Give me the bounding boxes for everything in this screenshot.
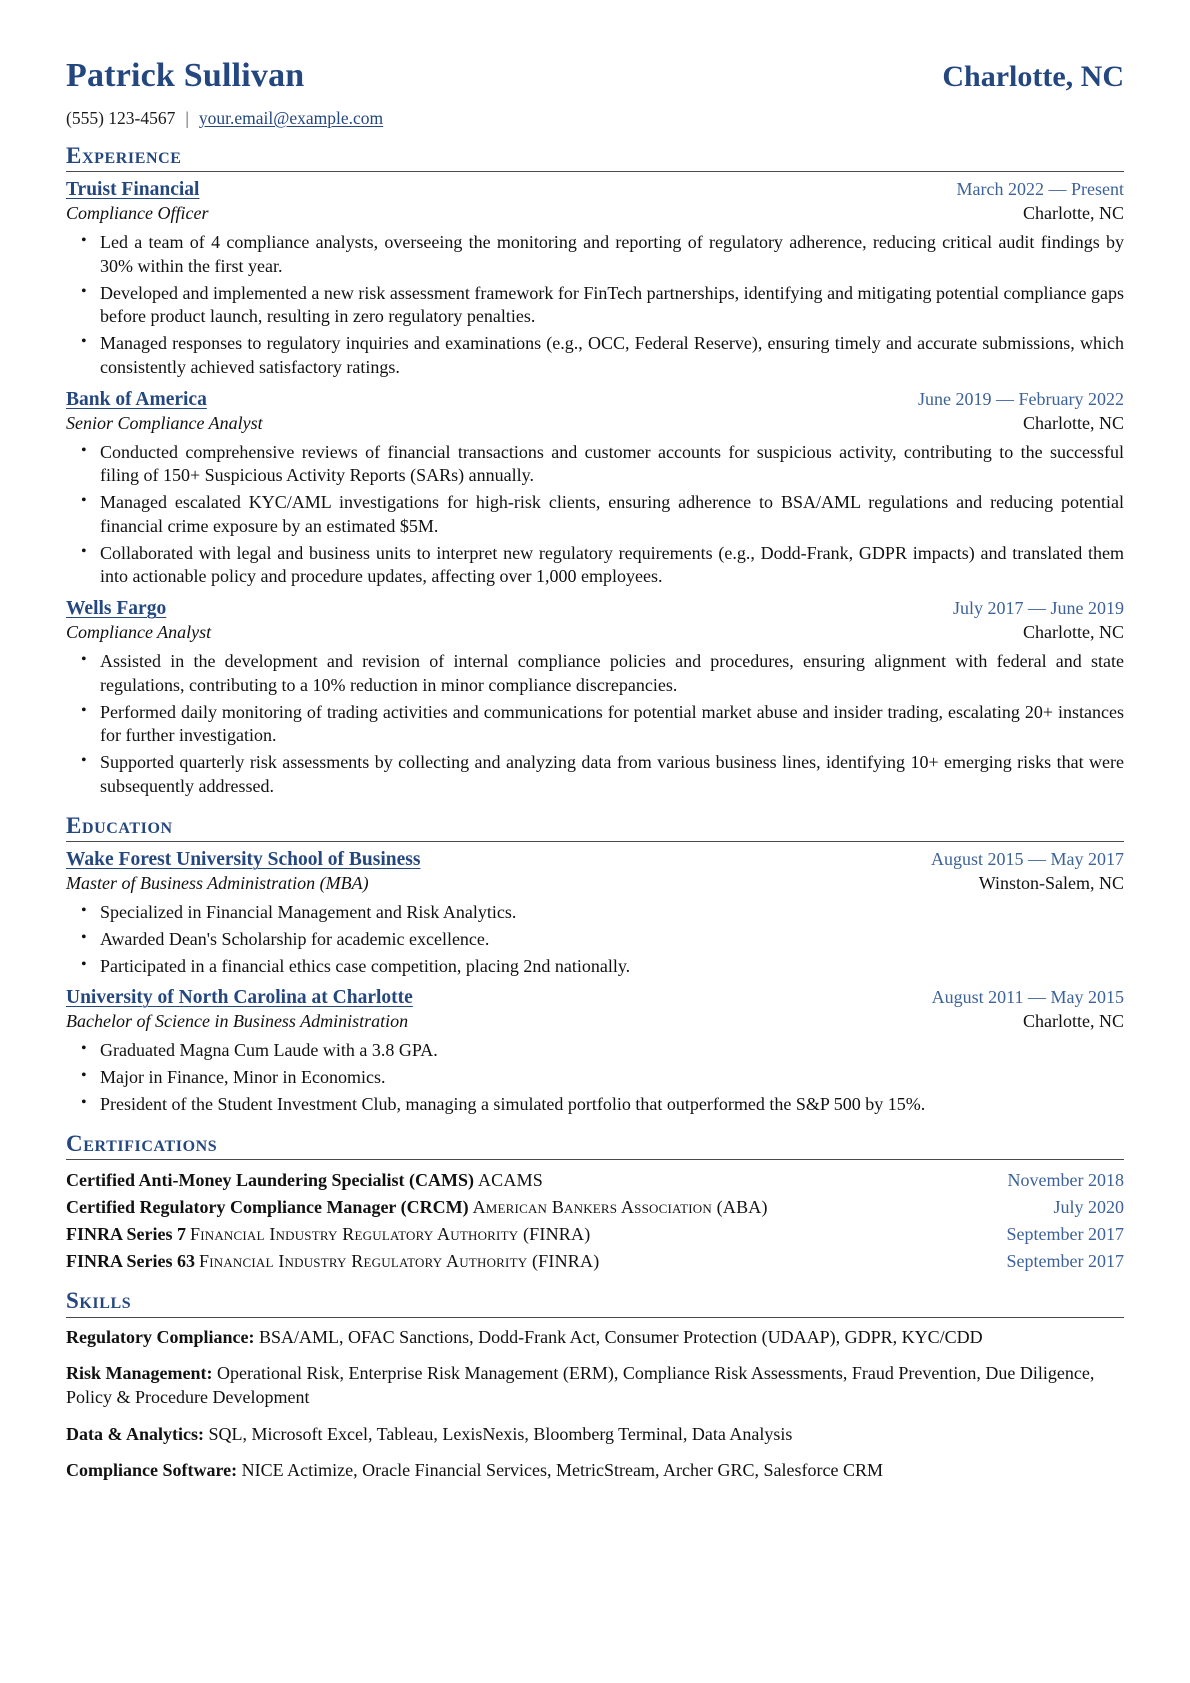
list-item: • Participated in a financial ethics case competition, placing 2nd nationally.: [98, 955, 1124, 979]
employer-name[interactable]: Wells Fargo: [66, 598, 167, 620]
skill-category: Regulatory Compliance:: [66, 1326, 255, 1347]
list-item: • Led a team of 4 compliance analysts, overseeing the monitoring and reporting of regulatory adherence, reducing critical audit findings by 30% within the first year.: [98, 231, 1124, 279]
entry-subheader-row: [66, 413, 1124, 434]
certification-issuer: ACAMS: [477, 1170, 544, 1190]
certification-row: [66, 1248, 1124, 1274]
institution-location: Charlotte, NC: [1023, 1011, 1124, 1032]
job-title: Senior Compliance Analyst: [66, 412, 263, 433]
employer-name[interactable]: Bank of America: [66, 388, 207, 410]
entry-header-row: [66, 987, 1124, 1009]
list-item: • Specialized in Financial Management and Risk Analytics.: [98, 901, 1124, 925]
certification-date: July 2020: [1053, 1197, 1124, 1218]
entry-header-row: [66, 849, 1124, 871]
phone-number: (555) 123-4567: [66, 107, 176, 128]
education-dates: August 2015 — May 2017: [931, 849, 1124, 870]
section-title-education: Education: [66, 812, 173, 838]
employment-dates: March 2022 — Present: [956, 179, 1124, 200]
section-title-skills: Skills: [66, 1288, 132, 1314]
list-item: • Conducted comprehensive reviews of financial transactions and customer accounts for suspicious activity, contributing to the successful filing of 150+ Suspicious Activity Reports (SARs) annually.: [98, 441, 1124, 489]
section-education: [66, 813, 1124, 1117]
section-rule: [66, 1317, 1124, 1318]
list-item: • Awarded Dean's Scholarship for academic excellence.: [98, 928, 1124, 952]
list-item: • Assisted in the development and revision of internal compliance policies and procedures, ensuring alignment with federal and state regulations, contributing to a 10% reduction in minor compliance discrepancies.: [98, 650, 1124, 698]
employment-dates: June 2019 — February 2022: [918, 388, 1124, 409]
certification-name: FINRA Series 7: [66, 1224, 186, 1245]
education-entry: [66, 849, 1124, 978]
contact-separator: |: [185, 107, 189, 128]
list-item: • Graduated Magna Cum Laude with a 3.8 GPA.: [98, 1039, 1124, 1063]
employer-name[interactable]: Truist Financial: [66, 179, 200, 201]
certification-issuer: American Bankers Association (ABA): [472, 1197, 768, 1218]
skill-row: [66, 1325, 1124, 1349]
skill-items: NICE Actimize, Oracle Financial Services, MetricStream, Archer GRC, Salesforce CRM: [241, 1460, 883, 1480]
skill-category: Data & Analytics:: [66, 1423, 204, 1444]
entry-subheader-row: [66, 622, 1124, 643]
page-title: Patrick Sullivan: [66, 57, 305, 94]
experience-entry: [66, 598, 1124, 799]
job-location: Charlotte, NC: [1023, 203, 1124, 224]
certification-row: [66, 1194, 1124, 1220]
skill-row: [66, 1361, 1124, 1410]
skill-items: Operational Risk, Enterprise Risk Management (ERM), Compliance Risk Assessments, Fraud Prevention, Due Diligence, Policy & Procedure Development: [66, 1363, 1095, 1408]
skill-items: SQL, Microsoft Excel, Tableau, LexisNexis, Bloomberg Terminal, Data Analysis: [208, 1423, 793, 1444]
certification-date: September 2017: [1006, 1224, 1124, 1245]
certification-issuer: Financial Industry Regulatory Authority (FINRA): [199, 1251, 600, 1272]
experience-entry: [66, 179, 1124, 380]
job-location: Charlotte, NC: [1023, 412, 1124, 433]
contact-line: [66, 108, 1124, 129]
section-title-certifications: Certifications: [66, 1130, 218, 1156]
section-experience: [66, 143, 1124, 799]
skill-items: BSA/AML, OFAC Sanctions, Dodd-Frank Act, Consumer Protection (UDAAP), GDPR, KYC/CDD: [258, 1326, 983, 1347]
certification-label: [66, 1248, 599, 1274]
entry-header-row: [66, 389, 1124, 411]
highlights-list: [66, 901, 1124, 978]
resume-header: [66, 58, 1124, 94]
section-rule: [66, 171, 1124, 172]
job-location: Charlotte, NC: [1023, 622, 1124, 643]
section-title-experience: Experience: [66, 142, 182, 168]
list-item: • Major in Finance, Minor in Economics.: [98, 1066, 1124, 1090]
certification-label: [66, 1167, 543, 1193]
education-entry: [66, 987, 1124, 1116]
certification-date: November 2018: [1007, 1170, 1124, 1190]
entry-subheader-row: [66, 203, 1124, 224]
certification-name: Certified Regulatory Compliance Manager (CRCM): [66, 1197, 469, 1218]
institution-location: Winston-Salem, NC: [978, 873, 1124, 894]
certification-row: [66, 1167, 1124, 1193]
institution-name[interactable]: Wake Forest University School of Business: [66, 849, 421, 871]
list-item: • President of the Student Investment Club, managing a simulated portfolio that outperformed the S&P 500 by 15%.: [98, 1093, 1124, 1117]
certification-label: [66, 1221, 590, 1247]
entry-subheader-row: [66, 1011, 1124, 1032]
section-certifications: [66, 1131, 1124, 1275]
degree-title: Master of Business Administration (MBA): [66, 873, 369, 894]
entry-header-row: [66, 598, 1124, 620]
experience-entry: [66, 389, 1124, 590]
email-link[interactable]: your.email@example.com: [198, 107, 384, 128]
skill-category: Risk Management:: [66, 1363, 213, 1384]
certification-issuer: Financial Industry Regulatory Authority (FINRA): [190, 1224, 591, 1245]
list-item: • Managed escalated KYC/AML investigations for high-risk clients, ensuring adherence to BSA/AML regulations and reducing potential financial crime exposure by an estimated $5M.: [98, 491, 1124, 539]
employment-dates: July 2017 — June 2019: [953, 598, 1124, 619]
degree-title: Bachelor of Science in Business Administration: [66, 1011, 409, 1032]
certification-name: Certified Anti-Money Laundering Specialist (CAMS): [66, 1170, 474, 1190]
list-item: • Performed daily monitoring of trading activities and communications for potential market abuse and insider trading, escalating 20+ instances for further investigation.: [98, 701, 1124, 749]
entry-subheader-row: [66, 873, 1124, 894]
list-item: • Managed responses to regulatory inquiries and examinations (e.g., OCC, Federal Reserve), ensuring timely and accurate submissions, which consistently achieved satisfactory ratings.: [98, 332, 1124, 380]
highlights-list: [66, 441, 1124, 590]
certification-date: September 2017: [1006, 1251, 1124, 1272]
header-location: Charlotte, NC: [942, 60, 1124, 93]
institution-name[interactable]: University of North Carolina at Charlotte: [66, 987, 413, 1009]
skill-row: [66, 1422, 1124, 1446]
section-rule: [66, 841, 1124, 842]
list-item: • Supported quarterly risk assessments by collecting and analyzing data from various business lines, identifying 10+ emerging risks that were subsequently addressed.: [98, 751, 1124, 799]
certification-row: [66, 1221, 1124, 1247]
skill-row: [66, 1458, 1124, 1482]
highlights-list: [66, 650, 1124, 799]
list-item: • Developed and implemented a new risk assessment framework for FinTech partnerships, identifying and mitigating potential compliance gaps before product launch, resulting in zero regulatory penalties.: [98, 282, 1124, 330]
skill-category: Compliance Software:: [66, 1460, 238, 1480]
entry-header-row: [66, 179, 1124, 201]
section-rule: [66, 1159, 1124, 1160]
job-title: Compliance Officer: [66, 203, 209, 224]
certification-name: FINRA Series 63: [66, 1251, 195, 1272]
education-dates: August 2011 — May 2015: [931, 987, 1124, 1008]
highlights-list: [66, 1039, 1124, 1116]
highlights-list: [66, 231, 1124, 380]
section-skills: [66, 1288, 1124, 1482]
job-title: Compliance Analyst: [66, 622, 212, 643]
list-item: • Collaborated with legal and business units to interpret new regulatory requirements (e.g., Dodd-Frank, GDPR impacts) and translated them into actionable policy and procedure updates, affecting over 1,000 employees.: [98, 542, 1124, 590]
certification-label: [66, 1194, 768, 1220]
